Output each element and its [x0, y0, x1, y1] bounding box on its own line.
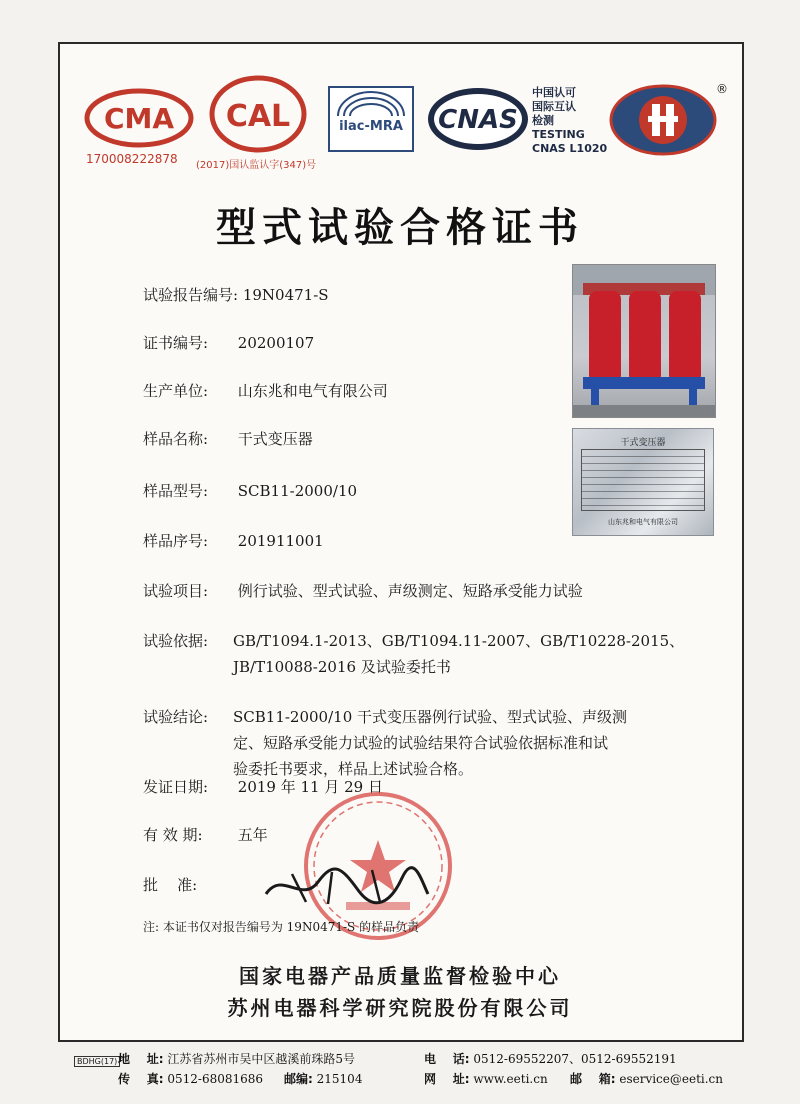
field-cert-no	[143, 330, 314, 356]
cnas-text: CNAS	[438, 105, 518, 135]
field-sample-name	[143, 426, 313, 452]
footer-postcode	[284, 1070, 362, 1087]
cma-logo	[84, 88, 194, 148]
footer-address	[118, 1050, 355, 1067]
cnas-side-line: TESTING	[532, 128, 585, 141]
registered-mark: ®	[716, 82, 728, 96]
field-label: 试验项目:	[143, 582, 209, 600]
fax-label: 传 真:	[118, 1072, 164, 1086]
field-value: 2019 年 11 月 29 日	[237, 778, 383, 796]
footer-email	[570, 1070, 723, 1087]
cal-code: (2017)国认监认字(347)号	[196, 160, 317, 171]
nameplate-table	[581, 449, 705, 511]
field-value: 五年	[237, 826, 268, 844]
field-manufacturer	[143, 378, 388, 404]
field-value	[233, 628, 743, 680]
cma-code: 170008222878	[86, 152, 178, 166]
phone-value: 0512-69552207、0512-69552191	[473, 1052, 677, 1066]
cnas-side-line: 中国认可	[532, 86, 576, 99]
field-label: 发证日期:	[143, 778, 209, 796]
cnas-side-line: 国际互认	[532, 100, 576, 113]
footer-phone	[424, 1050, 677, 1067]
value-line: SCB11-2000/10 干式变压器例行试验、型式试验、声级测	[233, 708, 628, 726]
field-test-items	[143, 578, 583, 604]
value-line: JB/T10088-2016 及试验委托书	[233, 658, 451, 676]
organization-name-2: 苏州电器科学研究院股份有限公司	[227, 996, 573, 1020]
cnas-side-line: 检测	[532, 114, 554, 127]
value-line: GB/T1094.1-2013、GB/T1094.11-2007、GB/T10228-2015、	[233, 632, 685, 650]
field-label: 试验结论:	[143, 708, 209, 726]
value-line: 验委托书要求，样品上述试验合格。	[233, 760, 474, 778]
field-sample-model	[143, 478, 357, 504]
phone-label: 电 话:	[424, 1052, 470, 1066]
field-value: 山东兆和电气有限公司	[237, 382, 388, 400]
email-value: eservice@eeti.cn	[619, 1072, 724, 1086]
cnas-logo	[426, 86, 530, 152]
field-label: 样品名称:	[143, 430, 209, 448]
email-label: 邮 箱:	[570, 1072, 616, 1086]
field-label: 有 效 期:	[143, 826, 203, 844]
certificate-note: 注: 本证书仅对报告编号为 19N0471-S 的样品负责	[143, 920, 420, 934]
cnas-side-text	[532, 86, 607, 156]
field-value: 例行试验、型式试验、声级测定、短路承受能力试验	[237, 582, 583, 600]
field-label: 批 准:	[143, 876, 198, 894]
field-validity	[143, 822, 268, 848]
field-label: 样品型号:	[143, 482, 209, 500]
field-value: 干式变压器	[237, 430, 313, 448]
cnas-side-line: CNAS L1020	[532, 142, 608, 155]
address-label: 地 址:	[118, 1052, 164, 1066]
postcode-value: 215104	[316, 1072, 363, 1086]
field-label: 样品序号:	[143, 532, 209, 550]
handwritten-signature	[262, 864, 432, 912]
address-value: 江苏省苏州市吴中区越溪前珠路5号	[167, 1052, 355, 1066]
fax-value: 0512-68081686	[167, 1072, 264, 1086]
footer-web	[424, 1070, 548, 1087]
web-value: www.eeti.cn	[473, 1072, 548, 1086]
globe-logo	[608, 82, 718, 158]
field-approval	[143, 872, 233, 898]
cma-text: CMA	[103, 102, 175, 135]
page-title: 型式试验合格证书	[216, 205, 584, 251]
accreditation-logos	[0, 0, 800, 180]
field-value: 19N0471-S	[242, 286, 329, 304]
postcode-label: 邮编:	[284, 1072, 313, 1086]
field-value: 20200107	[237, 334, 315, 352]
field-label: 试验依据:	[143, 632, 209, 650]
nameplate-footer: 山东兆和电气有限公司	[608, 518, 678, 526]
field-label: 生产单位:	[143, 382, 209, 400]
form-code: BDHG(17)	[74, 1056, 120, 1067]
organization-name-1: 国家电器产品质量监督检验中心	[239, 964, 561, 988]
footer-fax	[118, 1070, 263, 1087]
field-report-no	[143, 282, 329, 308]
nameplate-title: 干式变压器	[620, 438, 666, 448]
web-label: 网 址:	[424, 1072, 470, 1086]
transformer-photo	[572, 264, 716, 418]
ilac-text: ilac-MRA	[339, 119, 403, 134]
ilac-mra-logo	[328, 86, 414, 152]
field-label: 试验报告编号:	[143, 286, 239, 304]
field-value: 201911001	[237, 532, 324, 550]
field-value	[233, 704, 743, 782]
cal-logo	[208, 74, 308, 154]
cal-text: CAL	[225, 99, 291, 134]
nameplate-photo	[572, 428, 714, 536]
field-label: 证书编号:	[143, 334, 209, 352]
value-line: 定、短路承受能力试验的试验结果符合试验依据标准和试	[233, 734, 609, 752]
field-sample-serial	[143, 528, 324, 554]
field-value: SCB11-2000/10	[237, 482, 358, 500]
